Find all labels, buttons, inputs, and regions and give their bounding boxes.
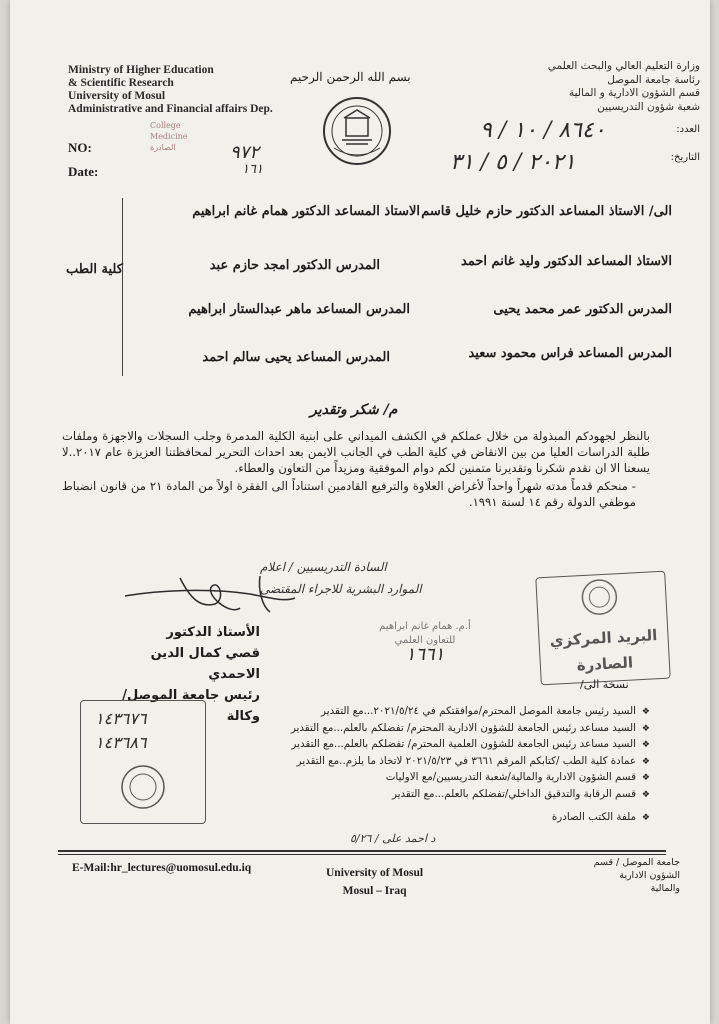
university-logo-icon <box>322 96 392 166</box>
middle-stamp-number: ١٦٦١ <box>405 644 445 665</box>
footer-divider <box>58 854 666 855</box>
addressee-right-4: المدرس المساعد فراس محمود سعيد <box>468 346 672 361</box>
central-mail-label: البريد المركزي <box>549 626 658 650</box>
signature-mark-icon <box>120 568 300 628</box>
list-item: ❖قسم الشؤون الادارية والمالية/شعبة التدريسيين/مع الاوليات <box>210 770 650 787</box>
university-name-ar: رئاسة جامعة الموصل <box>607 73 700 86</box>
date-label-ar: التاريخ: <box>670 152 700 163</box>
bullet-icon: ❖ <box>641 740 650 751</box>
document-date-value: ٢٠٢١ / ٥ / ٣١ <box>450 150 576 175</box>
footer-arabic <box>590 856 680 895</box>
stamp-subnumber: ١٦١ <box>242 162 263 177</box>
stamp-word: الصادرة <box>150 143 176 152</box>
bullet-icon: ❖ <box>641 773 650 784</box>
department-name-ar: قسم الشؤون الادارية و المالية <box>569 87 700 99</box>
list-item: ❖قسم الرقابة والتدقيق الداخلي/تفضلكم بالعلم...مع التقدير <box>210 787 650 804</box>
document-number-value: ٨٦٤٠ / ١٠ / ٩ <box>480 118 606 143</box>
stamp-number: ٩٧٢ <box>230 142 260 163</box>
letter-body <box>62 428 650 510</box>
addressee-right-3: المدرس الدكتور عمر محمد يحيى <box>493 302 672 317</box>
bullet-icon: ❖ <box>641 707 650 717</box>
list-item: ❖السيد مساعد رئيس الجامعة للشؤون الادارية المحترم/ تفضلكم بالعلم...مع التقدير <box>210 721 650 738</box>
footer-university <box>326 864 423 900</box>
footer-arabic-line: والمالية <box>650 883 680 894</box>
middle-stamp-line: أ.م. همام غانم ابراهيم <box>379 621 471 632</box>
subject-line: م/ شكر وتقدير <box>310 402 398 418</box>
bullet-icon: ❖ <box>641 756 650 767</box>
college-receipt-stamp <box>150 120 220 184</box>
addressee-left-1: الاستاذ المساعد الدكتور همام غانم ابراهيم <box>192 204 420 219</box>
bullet-icon: ❖ <box>641 723 650 734</box>
addressee-name: الاستاذ المساعد الدكتور حازم خليل قاسم <box>421 204 645 219</box>
footer-city: Mosul – Iraq <box>342 885 407 897</box>
university-name-en: University of Mosul <box>68 90 166 102</box>
bullet-icon: ❖ <box>641 789 650 800</box>
addressee-left-4: المدرس المساعد يحيى سالم احمد <box>202 350 390 365</box>
footer-university-name: University of Mosul <box>326 867 424 879</box>
addressee-left-3: المدرس المساعد ماهر عبدالستار ابراهيم <box>188 302 410 317</box>
footer-arabic-line: الشؤون الادارية <box>619 870 680 881</box>
footer-divider <box>58 850 666 852</box>
ministry-name-ar: وزارة التعليم العالي والبحث العلمي <box>547 60 700 72</box>
department-name-en: Administrative and Financial affairs Dep. <box>68 103 273 115</box>
list-item: ❖عمادة كلية الطب /كتابكم المرقم ٣٦٦١ في ٢٠٢١/٥/٢٣ لاتخاذ ما يلزم..مع التقدير <box>210 754 650 771</box>
seal-icon <box>576 576 622 618</box>
central-mail-stamp <box>535 571 670 686</box>
addressee-right-2: الاستاذ المساعد الدكتور وليد غانم احمد <box>461 254 672 269</box>
list-item: ❖السيد مساعد رئيس الجامعة للشؤون العلمية المحترم/ تفضلكم بالعلم...مع التقدير <box>210 737 650 754</box>
addressee-left-2: المدرس الدكتور امجد حازم عبد <box>209 258 380 273</box>
footer-email: E-Mail:hr_lectures@uomosul.edu.iq <box>72 862 252 874</box>
left-stamp-number: ١٤٣٦٨٦ <box>95 733 147 752</box>
stamp-word: College <box>150 121 181 130</box>
number-label-en: NO: <box>68 140 92 155</box>
body-paragraph-2: - منحكم قدماً مدته شهراً واحداً لأغراض العلاوة والترفيع القادمين استناداً الى الفقرة اولاً من المادة ٢١ من قانون انضباط موظفي الدولة رقم ١٤ لسنة ١٩٩١. <box>62 479 636 509</box>
arabic-letterhead <box>500 60 700 114</box>
basmala: بسم الله الرحمن الرحيم <box>290 70 411 84</box>
college-name: كلية الطب <box>66 262 123 277</box>
to-label: الى/ <box>648 204 672 219</box>
section-name-ar: شعبة شؤون التدريسيين <box>597 100 700 113</box>
handwritten-note-2: الموارد البشرية للاجراء المقتضى <box>260 582 422 596</box>
cc-label: نسخة الى/ <box>580 678 629 691</box>
list-item: ❖السيد رئيس جامعة الموصل المحترم/موافقتكم في ٢٠٢١/٥/٢٤...مع التقدير <box>210 704 650 721</box>
outgoing-label: الصادرة <box>576 653 634 675</box>
middle-stamp <box>350 620 500 665</box>
ministry-name-en: Ministry of Higher Education <box>68 64 214 76</box>
stamp-word: Medicine <box>150 132 188 141</box>
number-label-ar: العدد: <box>676 124 700 135</box>
signatory-title: الأستاذ الدكتور <box>166 625 260 640</box>
handwritten-note-1: السادة التدريسيين / اعلام <box>260 560 387 574</box>
addressee-divider <box>122 198 123 376</box>
document-page <box>10 0 710 1024</box>
signatory-position: رئيس جامعة الموصل/وكالة <box>122 688 260 724</box>
list-item: ❖ملفة الكتب الصادرة <box>210 810 650 827</box>
signatory-name: قصي كمال الدين الاحمدي <box>150 646 260 682</box>
seal-icon <box>119 763 167 811</box>
body-paragraph-1: بالنظر لجهودكم المبذولة من خلال عملكم في الكشف الميداني على ابنية الكلية المدمرة وجلب السجلات والاجهزة وملفات طلبة الدراسات العليا من بين الانقاض في كلية الطب في الجانب الايمن بعد احداث التحرير لمحافظتنا العزيزة عام ٢٠١٧..لا يسعنا الا ان نقدم شكرنا وتقديرنا متمنين لكم دوام الموفقية ومزيداً من التعاون والعطاء. <box>62 429 650 475</box>
footer-arabic-line: جامعة الموصل / قسم <box>593 857 680 868</box>
addressee-right-1 <box>421 204 672 219</box>
date-label-en: Date: <box>68 164 99 179</box>
cc-list <box>210 704 650 826</box>
research-name-en: & Scientific Research <box>68 77 174 89</box>
left-stamp-number: ١٤٣٦٧٦ <box>95 709 147 728</box>
footer-handwritten-note: د احمد على / ٥/٢٦ <box>350 832 436 845</box>
left-receipt-stamp <box>80 700 206 824</box>
bullet-icon: ❖ <box>641 812 650 823</box>
english-letterhead <box>68 64 273 116</box>
middle-stamp-line: للتعاون العلمي <box>394 635 456 646</box>
